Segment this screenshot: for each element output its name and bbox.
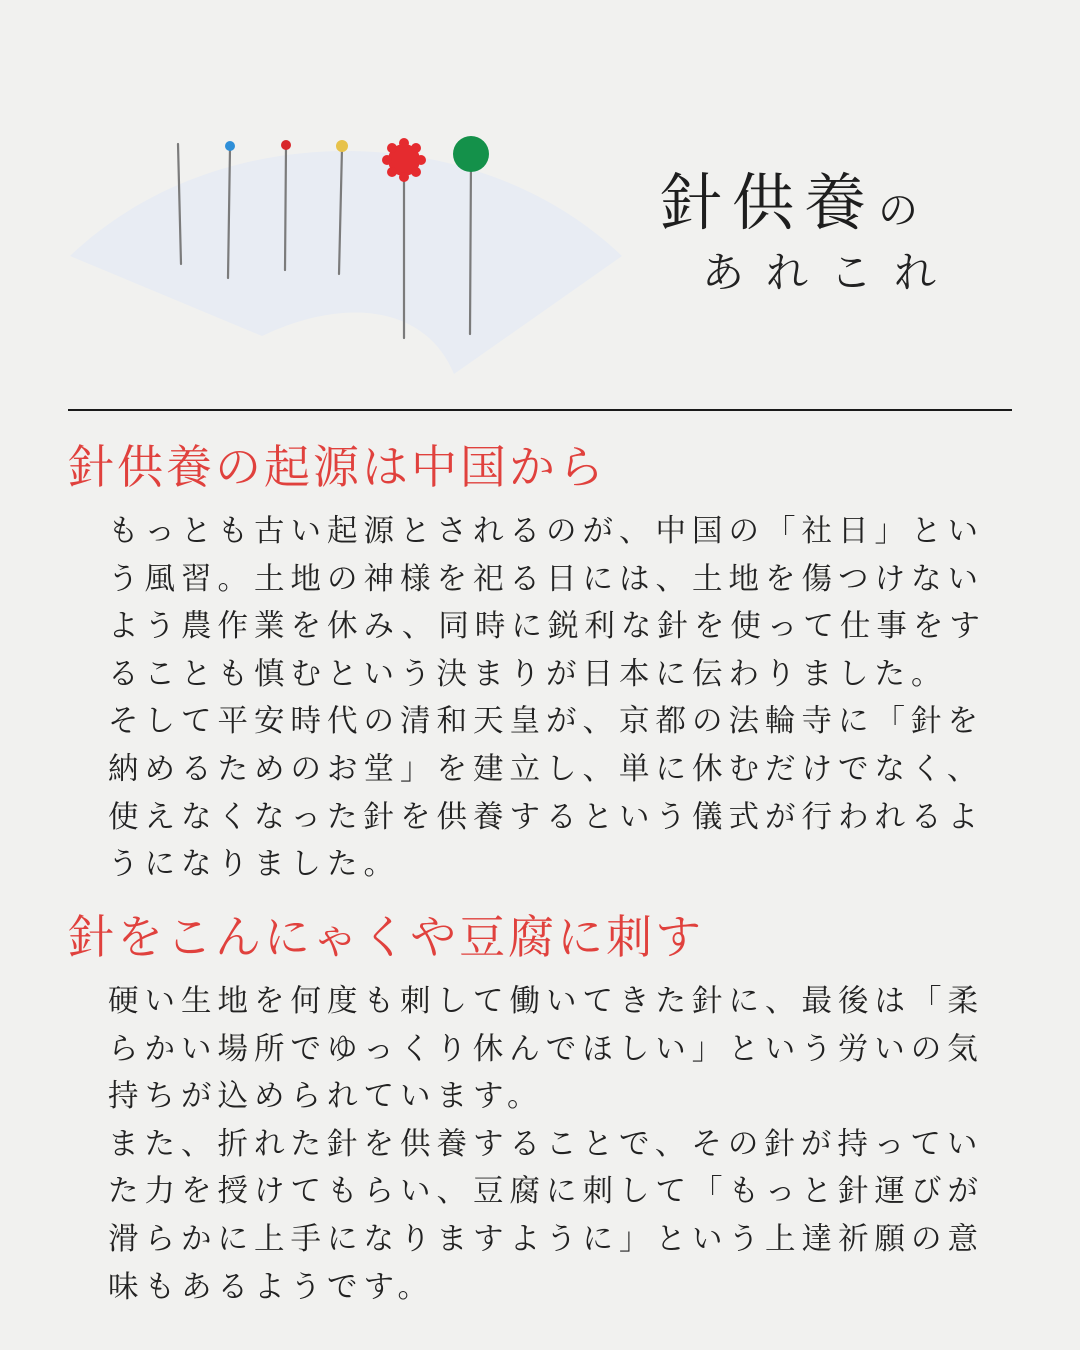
red-pin-shaft [285, 146, 286, 270]
section-konnyaku-tofu [68, 910, 1012, 1311]
body-line: 滑らかに上手になりますように」という上達祈願の意 [108, 1221, 984, 1257]
body-line: 使えなくなった針を供養するという儀式が行われるよ [108, 799, 984, 835]
body-line: 持ちが込められています。 [108, 1079, 544, 1115]
divider-rule [68, 409, 1012, 411]
body-line: う風習。土地の神様を祀る日には、土地を傷つけない [108, 561, 984, 597]
body-line: 味もあるようです。 [108, 1269, 435, 1305]
body-line: 納めるためのお堂」を建立し、単に休むだけでなく、 [108, 751, 984, 787]
section-heading: 針供養の起源は中国から [68, 440, 607, 494]
body-line: また、折れた針を供養することで、その針が持ってい [108, 1126, 984, 1162]
pearl-pin-head [336, 140, 348, 152]
green-pin-shaft [470, 156, 471, 334]
page-title [660, 166, 1020, 239]
body-line: 硬い生地を何度も刺して働いてきた針に、最後は「柔 [108, 984, 984, 1019]
title-block [660, 166, 1020, 297]
body-line: そして平安時代の清和天皇が、京都の法輪寺に「針を [108, 704, 984, 740]
page-subtitle: あれこれ [702, 248, 959, 297]
section-heading: 針をこんにゃくや豆腐に刺す [68, 910, 705, 964]
body-line: ることも慎むという決まりが日本に伝わりました。 [108, 656, 948, 692]
body-line: よう農作業を休み、同時に鋭利な針を使って仕事をす [108, 609, 986, 645]
section-body [68, 508, 1012, 889]
flower-pin-head [382, 138, 426, 182]
section-body [68, 978, 1012, 1311]
blue-pin-head [225, 141, 235, 151]
pins-on-fan-illustration [66, 136, 626, 376]
folding-fan-shape [70, 151, 622, 374]
red-pin-head [281, 140, 291, 150]
body-line: らかい場所でゆっくり休んでほしい」という労いの気 [108, 1031, 984, 1067]
body-line: た力を授けてもらい、豆腐に刺して「もっと針運びが [108, 1174, 984, 1210]
title-main-text: 針供養 [660, 166, 877, 239]
title-particle: の [878, 188, 919, 234]
section-origin [68, 440, 1012, 889]
body-line: うになりました。 [108, 847, 400, 883]
green-pin-head [453, 136, 489, 172]
body-line: もっとも古い起源とされるのが、中国の「社日」とい [108, 514, 984, 549]
